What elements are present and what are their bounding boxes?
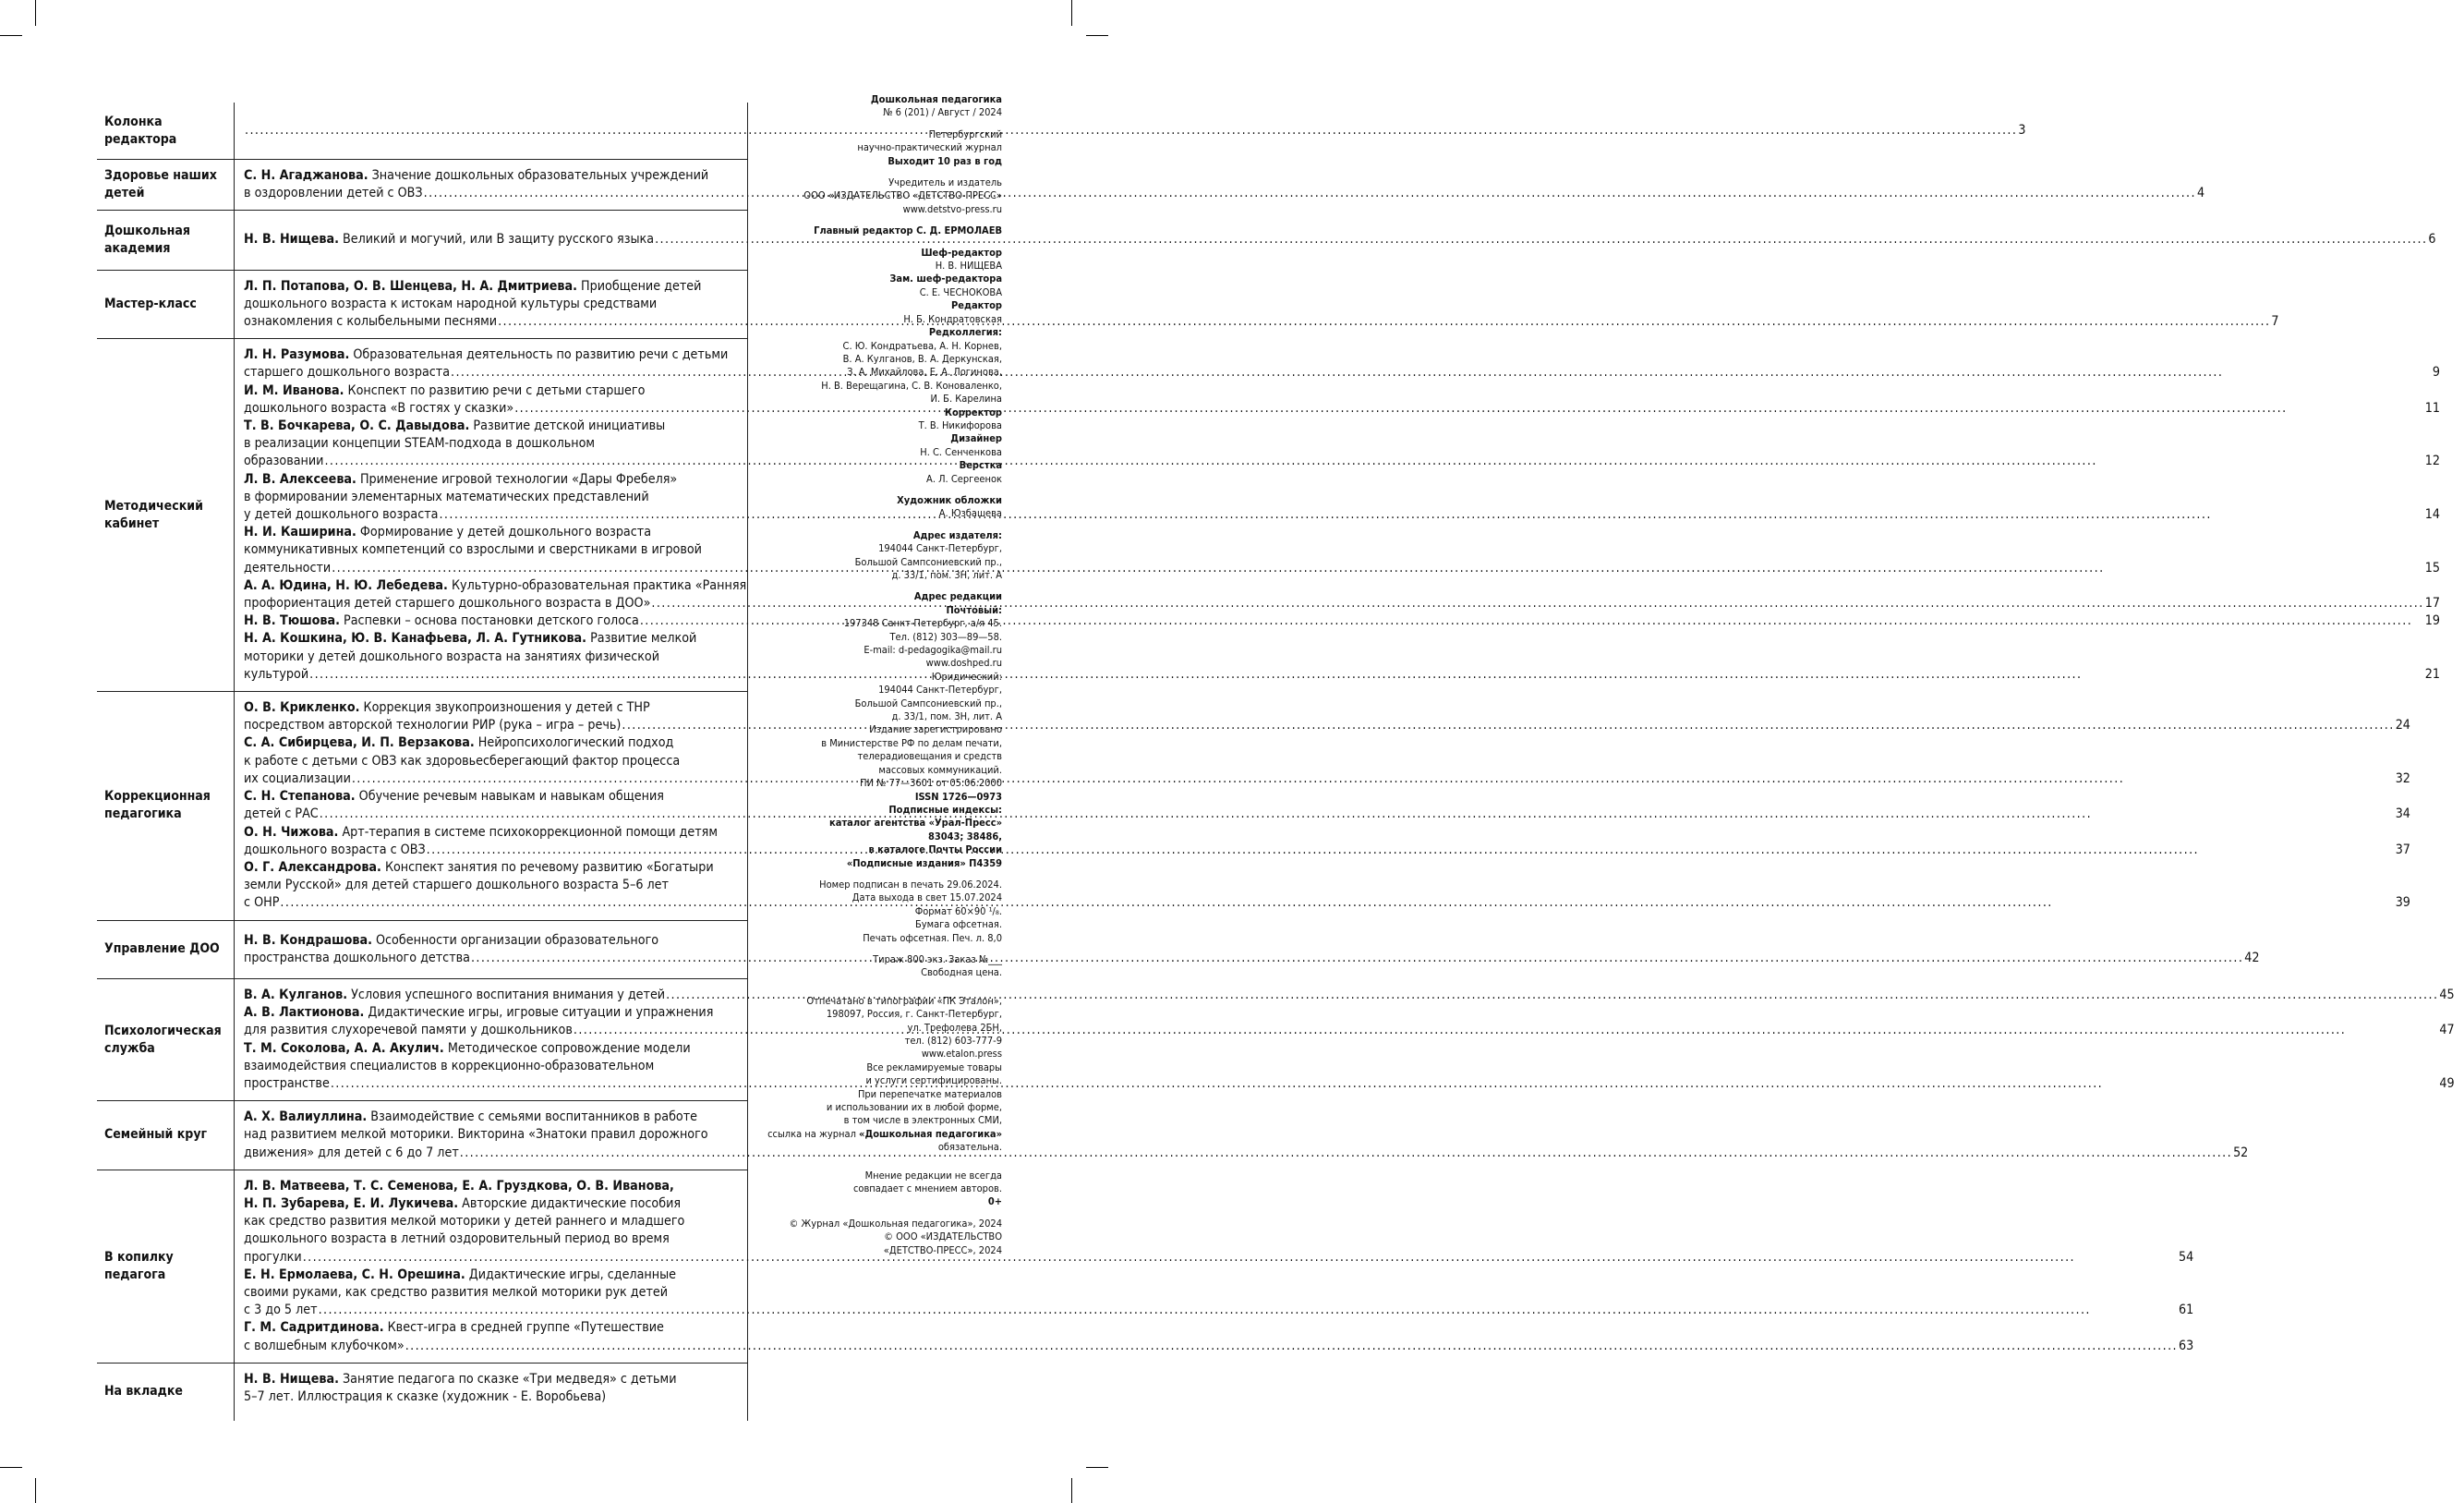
toc-entry[interactable]: Л. В. Матвеева, Т. С. Семенова, Е. А. Груздкова, О. В. Иванова, Н. П. Зубарева, Е. И. Лукичева. Авторские дидактические пособия как средство развития мелкой моторики у детей раннего и младшего дошкольного возраста в летний оздоровительный период во время прогулки ..... 54 [244,1178,2193,1267]
crop-mark [1086,1467,1108,1468]
page-number: 54 [2179,1249,2194,1265]
entry-author: О. В. Крикленко. [244,700,360,716]
toc-entry[interactable]: В. А. Кулганов. Условия успешного воспитания внимания у детей ..... 45 [244,987,2455,1004]
toc-section [97,1100,2249,1170]
entry-author: Л. В. Матвеева, Т. С. Семенова, Е. А. Груздкова, О. В. Иванова, [244,1178,674,1194]
toc-entry[interactable]: О. В. Крикленко. Коррекция звукопроизношения у детей с ТНР посредством авторской технологии РИР (рука – игра – речь) ..... 24 [244,699,2410,734]
chief-editor: Главный редактор С. Д. ЕРМОЛАЕВ [814,224,1002,237]
page-number: 3 [2018,122,2026,138]
entry-author: Н. В. Нищева. [244,232,339,248]
page-number: 45 [2439,987,2455,1002]
crop-mark [1071,1478,1072,1503]
toc-entry[interactable]: О. Н. Чижова. Арт-терапия в системе психокоррекционной помощи детям дошкольного возраста с ОВЗ ..... 37 [244,824,2410,859]
entry-author: С. Н. Агаджанова. [244,168,368,183]
entry-author: О. Г. Александрова. [244,859,381,875]
entry-author: С. Н. Степанова. [244,789,356,805]
toc-entry[interactable]: Н. И. Каширина. Формирование у детей дошкольного возраста коммуникативных компетенций со взрослыми и сверстниками в игровой деятельности ..... 15 [244,524,2440,577]
section-title: Коррекционная педагогика [97,692,235,919]
toc-entry[interactable]: А. Х. Валиуллина. Взаимодействие с семьями воспитанников в работе над развитием мелкой моторики. Викторина «Знатоки правил дорожного движения» для детей с 6 до 7 лет ..... 52 [244,1109,2248,1162]
page-number: 52 [2233,1145,2249,1160]
page-number: 42 [2244,950,2260,965]
page-number: 61 [2179,1303,2194,1318]
entry-author: Т. В. Бочкарева, О. С. Давыдова. [244,418,470,434]
crop-mark [1071,0,1072,26]
entry-author: Н. В. Тюшова. [244,613,340,629]
toc-entry[interactable]: Н. В. Нищева. Занятие педагога по сказке «Три медведя» с детьми 5–7 лет. Иллюстрация к сказке (художник - Е. Воробьева) [244,1371,677,1404]
entry-author: Н. А. Кошкина, Ю. В. Канафьева, Л. А. Гутникова. [244,631,587,647]
toc-entry[interactable]: С. А. Сибирцева, И. П. Верзакова. Нейропсихологический подход к работе с детьми с ОВЗ как здоровьесберегающий фактор процесса их социализации ..... 32 [244,734,2410,788]
phone: Тел. (812) 303—89—58. [889,630,1002,643]
toc-entry[interactable]: И. М. Иванова. Конспект по развитию речи с детьми старшего дошкольного возраста «В гостях у сказки» ..... 11 [244,382,2440,418]
entry-author: Н. И. Каширина. [244,525,356,540]
page-number: 24 [2395,718,2410,733]
page-number: 37 [2395,842,2410,857]
toc-entry[interactable]: Т. В. Бочкарева, О. С. Давыдова. Развитие детской инициативы в реализации концепции STEAM-подхода в дошкольном образовании ..... 12 [244,418,2440,471]
toc-entry[interactable]: С. Н. Степанова. Обучение речевым навыкам и навыкам общения детей с РАС ..... 34 [244,788,2410,823]
section-title: Управление ДОО [97,921,235,978]
website-link[interactable]: www.doshped.ru [925,657,1002,670]
entry-author: Т. М. Соколова, А. А. Акулич. [244,1040,444,1056]
toc-section [97,270,2279,339]
page-number: 6 [2428,232,2436,248]
toc-entry[interactable]: А. В. Лактионова. Дидактические игры, игровые ситуации и упражнения для развития слухоречевой памяти у дошкольников ..... 47 [244,1004,2455,1039]
page-number: 19 [2424,613,2440,629]
entry-author: А. А. Юдина, Н. Ю. Лебедева. [244,577,448,593]
crop-mark [1086,35,1108,36]
imprint-column: Дошкольная педагогика № 6 (201) / Август / 2024 Петербургский научно-практический журнал Выходит 10 раз в год Учредитель и издатель ООО «ИЗДАТЕЛЬСТВО «ДЕТСТВО-ПРЕСС» www.detstvo-press.ru Главный редактор С. Д. ЕРМОЛАЕВ Шеф-редактор Н. В. НИЩЕВА Зам. шеф-редактора С. Е. ЧЕСНОКОВА Редактор Н. Б. Кондратовская Редколлегия: С. Ю. Кондратьева, А. Н. Корнев, В. А. Кулганов, В. А. Деркунская, З. А. Михайлова, Е. А. Логинова, Н. В. Верещагина, С. В. Коноваленко, И. Б. Карелина Корректор Т. В. Никифорова Дизайнер Н. С. Сенченкова Верстка А. Л. Сергеенок Художник обложки А. Юзбашева Адрес издателя: 194044 Санкт-Петербург, Большой Сампсониевский пр., д. 33/1, пом. 3Н, лит. А Адрес редакции Почтовый: 197348 Санкт-Петербург, а/я 45. Тел. (812) 303—89—58. E-mail: d-pedagogika@mail.ru www.doshped.ru Юридический: 194044 Санкт-Петербург, Большой Сампсониевский пр., д. 33/1, пом. 3Н, лит. А Издание зарегистрировано в Министерстве РФ по делам печати, телерадиовещания и средств массовых коммуникаций. ПИ № 77—3601 от 05.06.2000 ISSN 1726—0973 Подписные индексы: каталог агентства «Урал-Пресс» 83043; 38486, в каталоге Почты России «Подписные издания» П4359 Номер подписан в печать 29.06.2024. Дата выхода в свет 15.07.2024 Формат 60×90 ¹/₈. Бумага офсетная. Печать офсетная. Печ. л. 8,0 Тираж 800 экз. Заказ №___ Свободная цена. Отпечатано в типографии «ПК Эталон», 198097, Россия, г. Санкт-Петербург, ул. Трефолева 2БН, тел. (812) 603-777-9 www.etalon.press Все рекламируемые товары и услуги сертифицированы. При перепечатке материалов и использовании их в любой форме, в том числе в электронных СМИ, ссылка на журнал «Дошкольная педагогика» обязательна. Мнение редакции не всегда совпадает с мнением авторов. 0+ © Журнал «Дошкольная педагогика», 2024 © ООО «ИЗДАТЕЛЬСТВО «ДЕТСТВО-ПРЕСС», 2024 [757,93,1002,1257]
entry-author: Е. Н. Ермолаева, С. Н. Орешина. [244,1267,465,1282]
page-number: 9 [2432,365,2440,381]
crop-mark [35,0,36,26]
page-number: 4 [2196,186,2205,201]
toc-entry[interactable]: Л. Н. Разумова. Образовательная деятельность по развитию речи с детьми старшего дошкольного возраста ..... 9 [244,346,2440,382]
entry-author: И. М. Иванова. [244,382,344,398]
journal-name: Дошкольная педагогика [870,93,1002,105]
toc-entry[interactable]: С. Н. Агаджанова. Значение дошкольных образовательных учреждений в оздоровлении детей с ОВЗ ..... 4 [244,167,2204,202]
section-title: В копилку педагога [97,1170,235,1363]
page-number: 49 [2439,1075,2455,1091]
toc-section [97,691,2410,919]
entry-author: Н. В. Кондрашова. [244,932,372,948]
entry-author: Л. П. Потапова, О. В. Шенцева, Н. А. Дмитриева. [244,278,577,294]
page-number: 15 [2424,560,2440,576]
entry-author: Н. В. Нищева. [244,1371,339,1387]
section-title: Дошкольная академия [97,211,235,269]
toc-entry[interactable]: Л. П. Потапова, О. В. Шенцева, Н. А. Дмитриева. Приобщение детей дошкольного возраста к истокам народной культуры средствами ознакомления с колыбельными песнями ..... 7 [244,278,2279,332]
section-title: Здоровье наших детей [97,160,235,210]
section-title: Мастер-класс [97,271,235,339]
page-number: 34 [2395,806,2410,822]
crop-mark [0,1467,22,1468]
page-number: 17 [2424,596,2440,612]
entry-author: Л. Н. Разумова. [244,347,350,363]
toc-entry[interactable] [244,122,2025,139]
toc-section [97,1363,747,1421]
entry-author: А. В. Лактионова. [244,1005,365,1021]
page-number: 14 [2424,507,2440,523]
toc-entry[interactable]: Т. М. Соколова, А. А. Акулич. Методическое сопровождение модели взаимодействия специалистов в коррекционно-образовательном пространстве ..... 49 [244,1040,2455,1094]
entry-author: Н. П. Зубарева, Е. И. Лукичева. [244,1195,459,1211]
toc-entry[interactable]: Н. В. Нищева. Великий и могучий, или В защиту русского языка ..... 6 [244,231,2436,248]
entry-author: В. А. Кулганов. [244,987,348,1002]
page-number: 21 [2424,666,2440,682]
page-number: 32 [2395,770,2410,786]
email-link[interactable]: E-mail: d-pedagogika@mail.ru [864,644,1002,657]
toc-entry[interactable]: Г. М. Садритдинова. Квест-игра в средней группе «Путешествие с волшебным клубочком» ..... 63 [244,1319,2193,1354]
toc-entry[interactable]: Н. В. Тюшова. Распевки – основа постановки детского голоса ..... 19 [244,612,2440,630]
toc-entry[interactable]: А. А. Юдина, Н. Ю. Лебедева. Культурно-образовательная практика «Ранняя профориентация детей старшего дошкольного возраста в ДОО» ..... 17 [244,577,2440,612]
website-link[interactable]: www.etalon.press [921,1048,1002,1061]
age-rating: 0+ [987,1195,1002,1208]
toc-section [97,920,2260,978]
section-title: На вкладке [97,1364,235,1421]
page-number: 7 [2271,314,2279,330]
toc-entry[interactable]: Н. В. Кондрашова. Особенности организации образовательного пространства дошкольного детства ..... 42 [244,932,2260,967]
section-title: Семейный круг [97,1101,235,1170]
page-number: 63 [2179,1338,2194,1353]
entry-author: А. Х. Валиуллина. [244,1109,368,1125]
entry-author: С. А. Сибирцева, И. П. Верзакова. [244,735,475,751]
section-title: Психологическая служба [97,979,235,1100]
toc-entry[interactable]: О. Г. Александрова. Конспект занятия по речевому развитию «Богатыри земли Русской» для детей старшего дошкольного возраста 5–6 лет с ОНР ..... 39 [244,859,2410,913]
crop-mark [35,1478,36,1503]
entry-author: О. Н. Чижова. [244,824,339,840]
entry-author: Г. М. Садритдинова. [244,1320,384,1336]
crop-mark [0,35,22,36]
section-title: Методический кабинет [97,339,235,691]
toc-section [97,1170,2194,1363]
toc-entry[interactable]: Е. Н. Ермолаева, С. Н. Орешина. Дидактические игры, сделанные своими руками, как средство развития мелкой моторики рук детей с 3 до 5 лет ..... 61 [244,1267,2193,1320]
page-number: 11 [2424,400,2440,416]
entry-author: Л. В. Алексеева. [244,471,356,487]
page-number: 12 [2424,454,2440,469]
section-title: Колонка редактора [97,103,235,159]
website-link[interactable]: www.detstvo-press.ru [902,202,1002,215]
toc-entry[interactable]: Н. А. Кошкина, Ю. В. Канафьева, Л. А. Гутникова. Развитие мелкой моторики у детей дошкольного возраста на занятиях физической культурой ..... 21 [244,630,2440,684]
toc-entry[interactable]: Л. В. Алексеева. Применение игровой технологии «Дары Фребеля» в формировании элементарных математических представлений у детей дошкольного возраста ..... 14 [244,471,2440,525]
page-number: 39 [2395,895,2410,911]
page-number: 47 [2439,1023,2455,1038]
issue-info: № 6 (201) / Август / 2024 [883,106,1002,119]
